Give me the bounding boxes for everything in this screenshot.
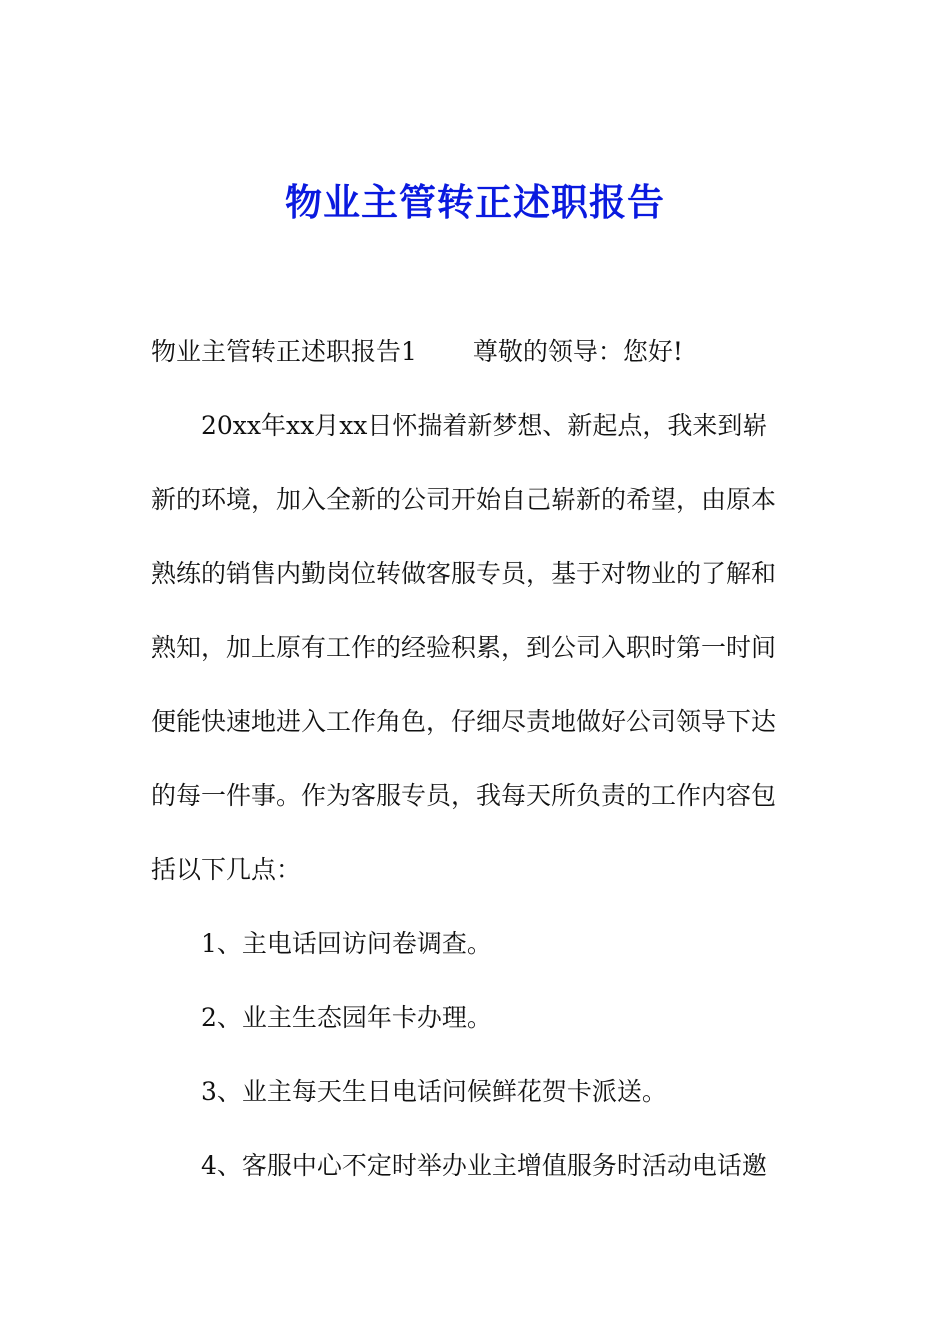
document-title: 物业主管转正述职报告 (285, 180, 665, 224)
paragraph-line: 括以下几点： (151, 855, 302, 884)
paragraph-line: 新的环境，加入全新的公司开始自己崭新的希望，由原本 (151, 485, 777, 514)
list-item: 3、业主每天生日电话问候鲜花贺卡派送。 (201, 1077, 667, 1106)
list-item: 2、业主生态园年卡办理。 (201, 1003, 492, 1032)
paragraph-line: 的每一件事。作为客服专员，我每天所负责的工作内容包 (151, 781, 777, 810)
paragraph-line: 熟练的销售内勤岗位转做客服专员，基于对物业的了解和 (151, 559, 777, 588)
paragraph-line: 20xx年xx月xx日怀揣着新梦想、新起点，我来到崭 (201, 411, 768, 440)
paragraph-line: 熟知，加上原有工作的经验积累，到公司入职时第一时间 (151, 633, 777, 662)
list-item: 4、客服中心不定时举办业主增值服务时活动电话邀 (201, 1151, 767, 1180)
paragraph-line: 便能快速地进入工作角色，仔细尽责地做好公司领导下达 (151, 707, 777, 736)
list-item: 1、主电话回访问卷调查。 (201, 929, 492, 958)
intro-line (151, 334, 801, 370)
greeting: 尊敬的领导：您好! (472, 337, 683, 366)
report-heading: 物业主管转正述职报告1 (151, 337, 417, 366)
